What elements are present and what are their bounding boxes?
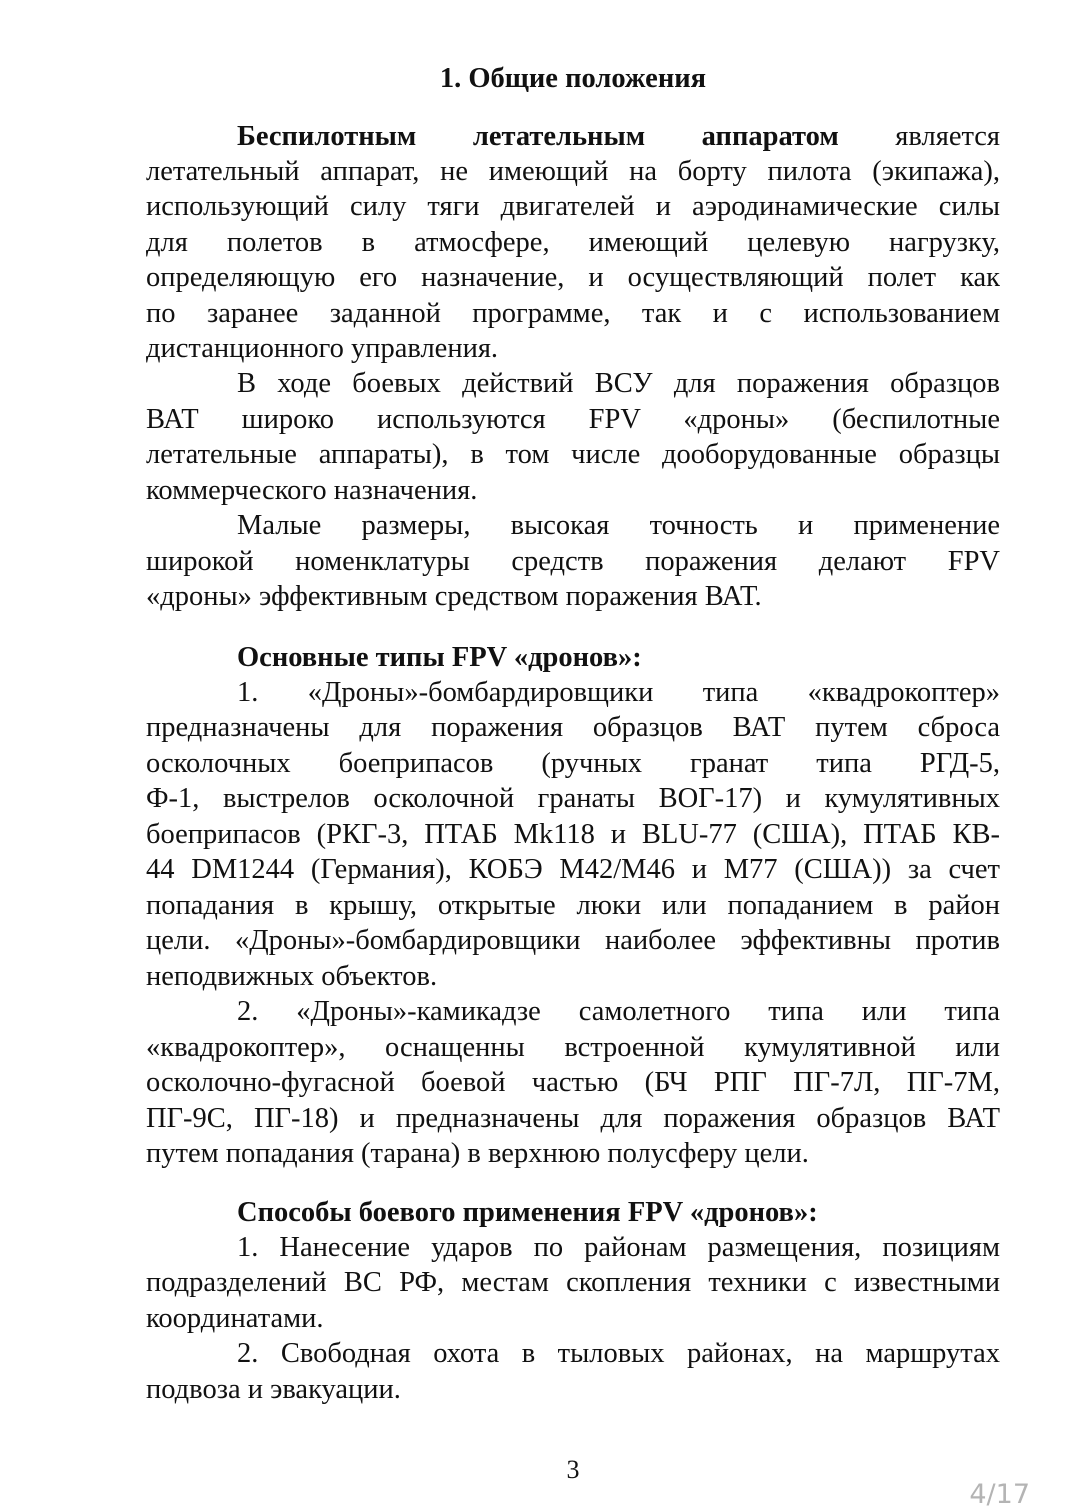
type1-line: боеприпасов (РКГ-3, ПТАБ Mk118 и BLU-77 (США), ПТАБ КВ- xyxy=(146,819,1000,850)
para1-line-lead xyxy=(237,120,1000,154)
type2-line: путем попадания (тарана) в верхнюю полусферу цели. xyxy=(146,1138,809,1169)
para2-line: В ходе боевых действий ВСУ для поражения образцов xyxy=(237,368,1000,399)
page-number: 3 xyxy=(566,1455,580,1484)
para1-line: для полетов в атмосфере, имеющий целевую нагрузку, xyxy=(146,227,1000,258)
para2-line: коммерческого назначения. xyxy=(146,475,478,506)
heading-methods: Способы боевого применения FPV «дронов»: xyxy=(237,1197,818,1228)
type2-line: «квадрокоптер», оснащенны встроенной кумулятивной или xyxy=(146,1032,1000,1063)
para3-line: широкой номенклатуры средств поражения делают FPV xyxy=(146,546,1000,577)
method1-line: подразделений ВС РФ, местам скопления техники с известными xyxy=(146,1267,1000,1298)
method2-line: 2. Свободная охота в тыловых районах, на маршрутах xyxy=(237,1338,1000,1369)
type1-line: цели. «Дроны»-бомбардировщики наиболее эффективны против xyxy=(146,925,1000,956)
method1-line: 1. Нанесение ударов по районам размещения, позициям xyxy=(237,1232,1000,1263)
para1-line: использующий силу тяги двигателей и аэродинамические силы xyxy=(146,191,1000,222)
type2-line: осколочно-фугасной боевой частью (БЧ РПГ ПГ-7Л, ПГ-7М, xyxy=(146,1067,1000,1098)
para3-line: Малые размеры, высокая точность и применение xyxy=(237,510,1000,541)
method1-line: координатами. xyxy=(146,1303,324,1334)
type1-line: 1. «Дроны»-бомбардировщики типа «квадрокоптер» xyxy=(237,677,1000,708)
para1-line: определяющую его назначение, и осуществляющий полет как xyxy=(146,262,1000,293)
lead-rest: является xyxy=(895,121,1000,152)
para1-line: дистанционного управления. xyxy=(146,333,499,364)
type1-line: неподвижных объектов. xyxy=(146,961,438,992)
term-bold-3: аппаратом xyxy=(701,121,839,152)
type1-line: осколочных боеприпасов (ручных гранат типа РГД-5, xyxy=(146,748,1000,779)
para1-line: летательный аппарат, не имеющий на борту пилота (экипажа), xyxy=(146,156,1000,187)
type1-line: попадания в крышу, открытые люки или попаданием в район xyxy=(146,890,1000,921)
term-bold-2: летательным xyxy=(472,121,646,152)
para3-line: «дроны» эффективным средством поражения ВАТ. xyxy=(146,581,762,612)
term-bold-1: Беспилотным xyxy=(237,121,417,152)
type2-line: 2. «Дроны»-камикадзе самолетного типа или типа xyxy=(237,996,1000,1027)
type2-line: ПГ-9С, ПГ-18) и предназначены для поражения образцов ВАТ xyxy=(146,1103,1000,1134)
viewer-page-indicator: 4/17 xyxy=(969,1479,1030,1510)
method2-line: подвоза и эвакуации. xyxy=(146,1374,401,1405)
type1-line: 44 DM1244 (Германия), КОБЭ M42/M46 и M77 (США)) за счет xyxy=(146,854,1000,885)
type1-line: предназначены для поражения образцов ВАТ путем сброса xyxy=(146,712,1000,743)
heading-types: Основные типы FPV «дронов»: xyxy=(237,642,642,673)
para2-line: летательные аппараты), в том числе дооборудованные образцы xyxy=(146,439,1000,470)
section-title: 1. Общие положения xyxy=(439,63,707,94)
para1-line: по заранее заданной программе, так и с использованием xyxy=(146,298,1000,329)
para2-line: ВАТ широко используются FPV «дроны» (беспилотные xyxy=(146,404,1000,435)
type1-line: Ф-1, выстрелов осколочной гранаты ВОГ-17) и кумулятивных xyxy=(146,783,1000,814)
